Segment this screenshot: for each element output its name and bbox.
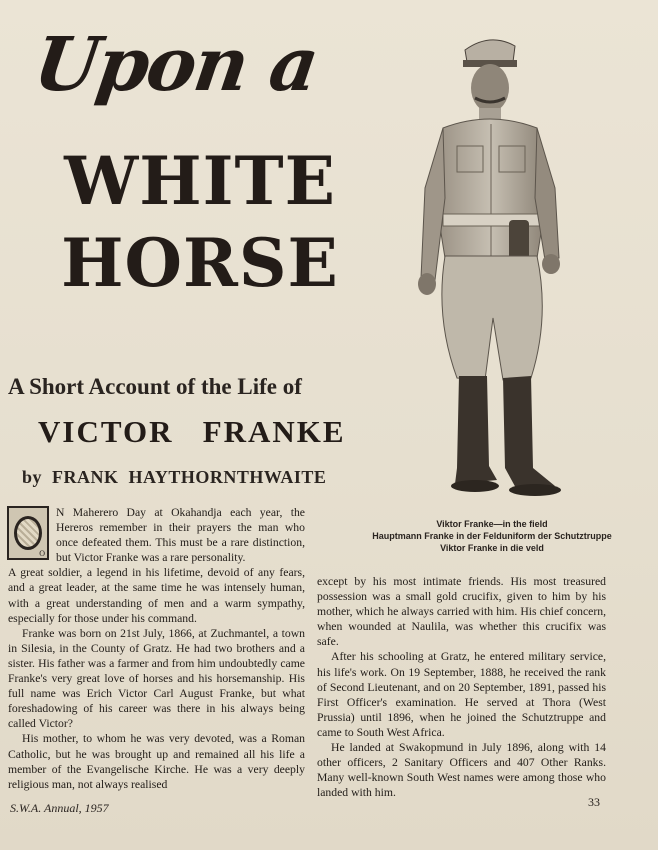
dropcap-letter: O	[39, 549, 45, 558]
soldier-photo	[405, 28, 590, 516]
caption-afrikaans: Viktor Franke in die veld	[440, 543, 544, 553]
byline: by FRANK HAYTHORNTHWAITE	[22, 467, 327, 487]
publication-footer: S.W.A. Annual, 1957	[10, 801, 109, 815]
paragraph-4: After his schooling at Gratz, he entered military service, his life's work. On 19 September, 1888, he received the rank of Second Lieutenant, and on 20 September, 1891, passed his First Officer's examination. He served at Thora (West Prussia) until 1896, when he joined the Schutztruppe and came to South West Africa.	[317, 650, 606, 739]
subtitle: A Short Account of the Life of	[8, 374, 302, 399]
page-number: 33	[588, 795, 600, 809]
paragraph-2: Franke was born on 21st July, 1866, at Zuchmantel, a town in Silesia, in the County of Gratz. He had two brothers and a sister. His father was a farmer and from him undoubtedly came Franke's very great love of horses and his horsemanship. His full name was Erich Victor Carl August Franke, but what foreshadowing of his career was there in his always being called Victor?	[8, 626, 305, 731]
paragraph-3-continued: except by his most intimate friends. His most treasured possession was a small gold crucifix, given to him by his mother, which he always carried with him. His chief concern, when wounded at Naulila, was whether this crucifix was safe.	[317, 575, 606, 649]
paragraph-1-lead: N Maherero Day at Okahandja each year, the Hereros remember in their prayers the man who once defeated them. This must be a rare distinction, but Victor Franke was a rare personality.	[56, 506, 305, 565]
article-column-left	[8, 505, 305, 792]
photo-caption	[372, 518, 612, 554]
subject-name: VICTOR FRANKE	[38, 414, 346, 449]
title-white: WHITE	[64, 142, 336, 220]
paragraph-5: He landed at Swakopmund in July 1896, along with 14 other officers, 2 Sanitary Officers and 407 Other Ranks. Many well-known South West names were among those who landed with him.	[317, 741, 606, 800]
paragraph-1-rest: A great soldier, a legend in his lifetime, devoid of any fears, and a great leader, at the same time he was intensely human, with a great understanding of men and a warm sympathy, especially for those under his command.	[8, 566, 305, 625]
paragraph-3-start: His mother, to whom he was very devoted, was a Roman Catholic, but he was brought up and remained all his life a member of the Evangelische Kirche. He was a very deeply religious man, not always realised	[8, 732, 305, 791]
title-horse: HORSE	[61, 224, 339, 302]
title-script-line: Upon a	[28, 22, 323, 108]
caption-english: Viktor Franke—in the field	[436, 519, 548, 529]
article-column-right	[317, 574, 606, 800]
caption-german: Hauptmann Franke in der Felduniform der Schutztruppe	[372, 531, 612, 541]
